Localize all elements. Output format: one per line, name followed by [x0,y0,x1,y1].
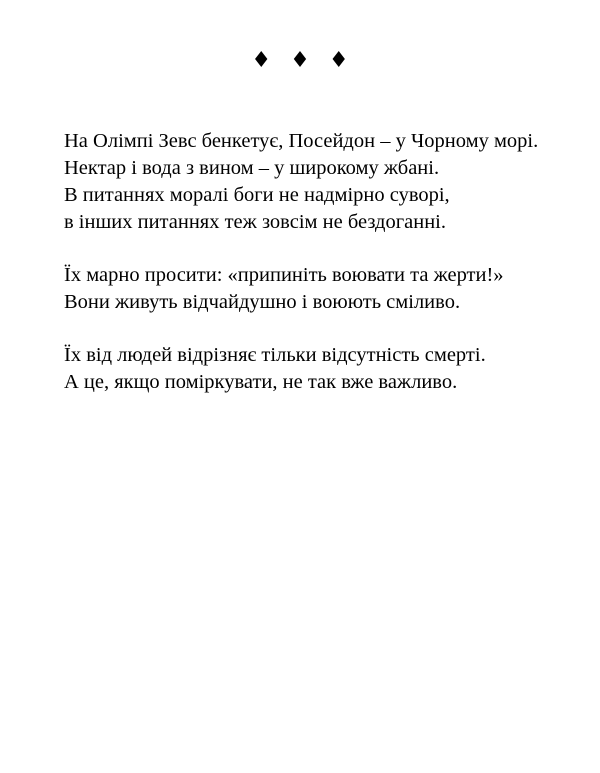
poem [64,128,584,422]
poem-line: Їх марно просити: «припиніть воювати та жерти!» [64,264,504,286]
diamond-ornament: ♦ ♦ ♦ [251,48,355,73]
stanza-1 [64,128,584,236]
poem-line: Їх від людей відрізняє тільки відсутність смерті. [64,344,486,366]
poem-line: А це, якщо поміркувати, не так вже важливо. [64,371,458,393]
stanza-3 [64,342,584,396]
poem-line: Вони живуть відчайдушно і воюють сміливо. [64,291,461,313]
poem-line: В питаннях моралі боги не надмірно суворі, [64,184,450,206]
poem-line: На Олімпі Зевс бенкетує, Посейдон – у Чорному морі. [64,130,539,152]
poem-line: Нектар і вода з вином – у широкому жбані. [64,157,440,179]
poem-line: в інших питаннях теж зовсім не бездоганні. [64,211,447,233]
stanza-2 [64,262,584,316]
